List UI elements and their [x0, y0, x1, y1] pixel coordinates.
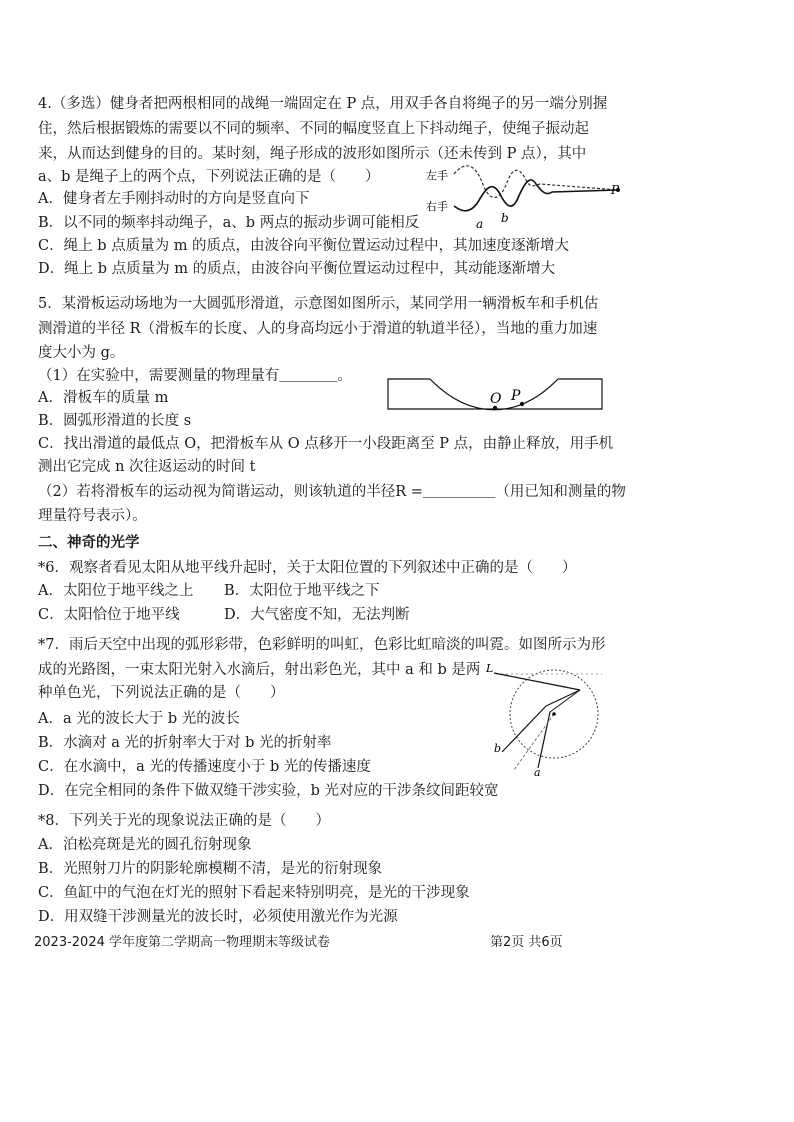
q6-option-d: D．大气密度不知，无法判断	[224, 607, 410, 623]
q4-fig-left-hand-label: 左手	[426, 169, 448, 182]
q5-option-c-cont: 测出它完成 n 次往返运动的时间 t	[38, 459, 256, 475]
q7-fig-b-label: b	[494, 742, 502, 755]
q8-option-c: C．鱼缸中的气泡在灯光的照射下看起来特别明亮，是光的干涉现象	[38, 885, 470, 901]
q7-exit-ray-b	[502, 706, 546, 752]
q7-exit-ray-a	[538, 712, 550, 768]
q5-part-2-line-2: 理量符号表示）。	[38, 508, 147, 524]
q4-fig-p-label: P	[611, 183, 620, 197]
q4-lower-rope	[454, 180, 618, 211]
q5-line-1: 5．某滑板运动场地为一大圆弧形滑道，示意图如图所示，某同学用一辆滑板车和手机估	[38, 296, 599, 312]
section-heading-optics: 二、神奇的光学	[38, 535, 140, 551]
q5-line-3: 度大小为 g。	[38, 345, 125, 361]
q7-option-b: B．水滴对 a 光的折射率大于对 b 光的折射率	[38, 735, 332, 751]
q4-fig-right-hand-label: 右手	[426, 200, 448, 213]
q6-option-b: B．太阳位于地平线之下	[224, 583, 380, 599]
q5-option-b: B．圆弧形滑道的长度 s	[38, 413, 192, 429]
q8-option-d: D．用双缝干涉测量光的波长时，必须使用激光作为光源	[38, 909, 398, 925]
q4-line-2: 住，然后根据锻炼的需要以不同的频率、不同的幅度竖直上下抖动绳子，使绳子振动起	[38, 121, 589, 137]
q7-fig-l-label: L	[486, 662, 494, 675]
q7-incident-ray	[494, 673, 580, 690]
q7-rainbow-light-path-figure	[484, 660, 606, 778]
q8-option-b: B．光照射刀片的阴影轮廓模糊不清，是光的衍射现象	[38, 861, 383, 877]
q7-option-c: C．在水滴中，a 光的传播速度小于 b 光的传播速度	[38, 759, 371, 775]
q5-option-c: C．找出滑道的最低点 O，把滑板车从 O 点移开一小段距离至 P 点，由静止释放，用手机	[38, 436, 614, 452]
q6-option-a: A．太阳位于地平线之上	[38, 583, 194, 599]
q4-option-a: A．健身者左手刚抖动时的方向是竖直向下	[38, 191, 310, 207]
q7-refracted-ray-lower	[550, 690, 580, 712]
q7-line-2: 成的光路图，一束太阳光射入水滴后，射出彩色光，其中 a 和 b 是两	[38, 662, 481, 678]
q4-option-c: C．绳上 b 点质量为 m 的质点，由波谷向平衡位置运动过程中，其加速度逐渐增大	[38, 238, 570, 254]
q7-normal-line	[514, 714, 554, 770]
q7-option-d: D．在完全相同的条件下做双缝干涉实验，b 光对应的干涉条纹间距较宽	[38, 783, 499, 799]
q6-stem: *6．观察者看见太阳从地平线升起时，关于太阳位置的下列叙述中正确的是（ ）	[38, 560, 577, 576]
q7-droplet-center	[552, 712, 556, 716]
q5-fig-o-label: O	[490, 391, 502, 407]
q6-option-c: C．太阳恰位于地平线	[38, 607, 180, 623]
q4-upper-rope	[454, 166, 618, 198]
q4-line-1: 4.（多选）健身者把两根相同的战绳一端固定在 P 点，用双手各自将绳子的另一端分别握	[38, 96, 608, 112]
q5-part-1: （1）在实验中，需要测量的物理量有＿＿＿＿。	[38, 368, 352, 384]
q5-skate-track-figure	[386, 376, 604, 412]
q4-line-4: a、b 是绳子上的两个点，下列说法正确的是（ ）	[38, 169, 380, 185]
q4-line-3: 来，从而达到健身的目的。某时刻，绳子形成的波形如图所示（还未传到 P 点），其中	[38, 146, 587, 162]
q7-line-1: *7．雨后天空中出现的弧形彩带，色彩鲜明的叫虹，色彩比虹暗淡的叫霓。如图所示为形	[38, 637, 606, 653]
q5-part-2-line-1: （2）若将滑板车的运动视为简谐运动，则该轨道的半径R =＿＿＿＿＿（用已知和测量的物	[38, 484, 626, 500]
q7-line-3: 种单色光，下列说法正确的是（ ）	[38, 685, 285, 701]
q4-fig-b-label: b	[501, 211, 509, 225]
q4-option-d: D．绳上 b 点质量为 m 的质点，由波谷向平衡位置运动过程中，其动能逐渐增大	[38, 261, 556, 277]
footer-page-number: 第2页 共6页	[490, 935, 563, 950]
q4-option-b: B．以不同的频率抖动绳子，a、b 两点的振动步调可能相反	[38, 215, 420, 231]
q4-rope-wave-figure	[420, 162, 630, 232]
q5-fig-p-label: P	[511, 388, 521, 404]
q7-option-a: A．a 光的波长大于 b 光的波长	[38, 711, 240, 727]
q8-stem: *8．下列关于光的现象说法正确的是（ ）	[38, 813, 330, 829]
q4-fig-a-label: a	[476, 217, 484, 231]
q5-point-p-dot	[520, 402, 524, 406]
q5-option-a: A．滑板车的质量 m	[38, 390, 169, 406]
q7-fig-a-label: a	[534, 766, 541, 778]
footer-exam-title: 2023-2024 学年度第二学期高一物理期末等级试卷	[34, 935, 330, 950]
q8-option-a: A．泊松亮斑是光的圆孔衍射现象	[38, 837, 252, 853]
q5-line-2: 测滑道的半径 R（滑板车的长度、人的身高均远小于滑道的轨道半径），当地的重力加速	[38, 321, 598, 337]
q7-refracted-ray-upper	[546, 690, 580, 706]
